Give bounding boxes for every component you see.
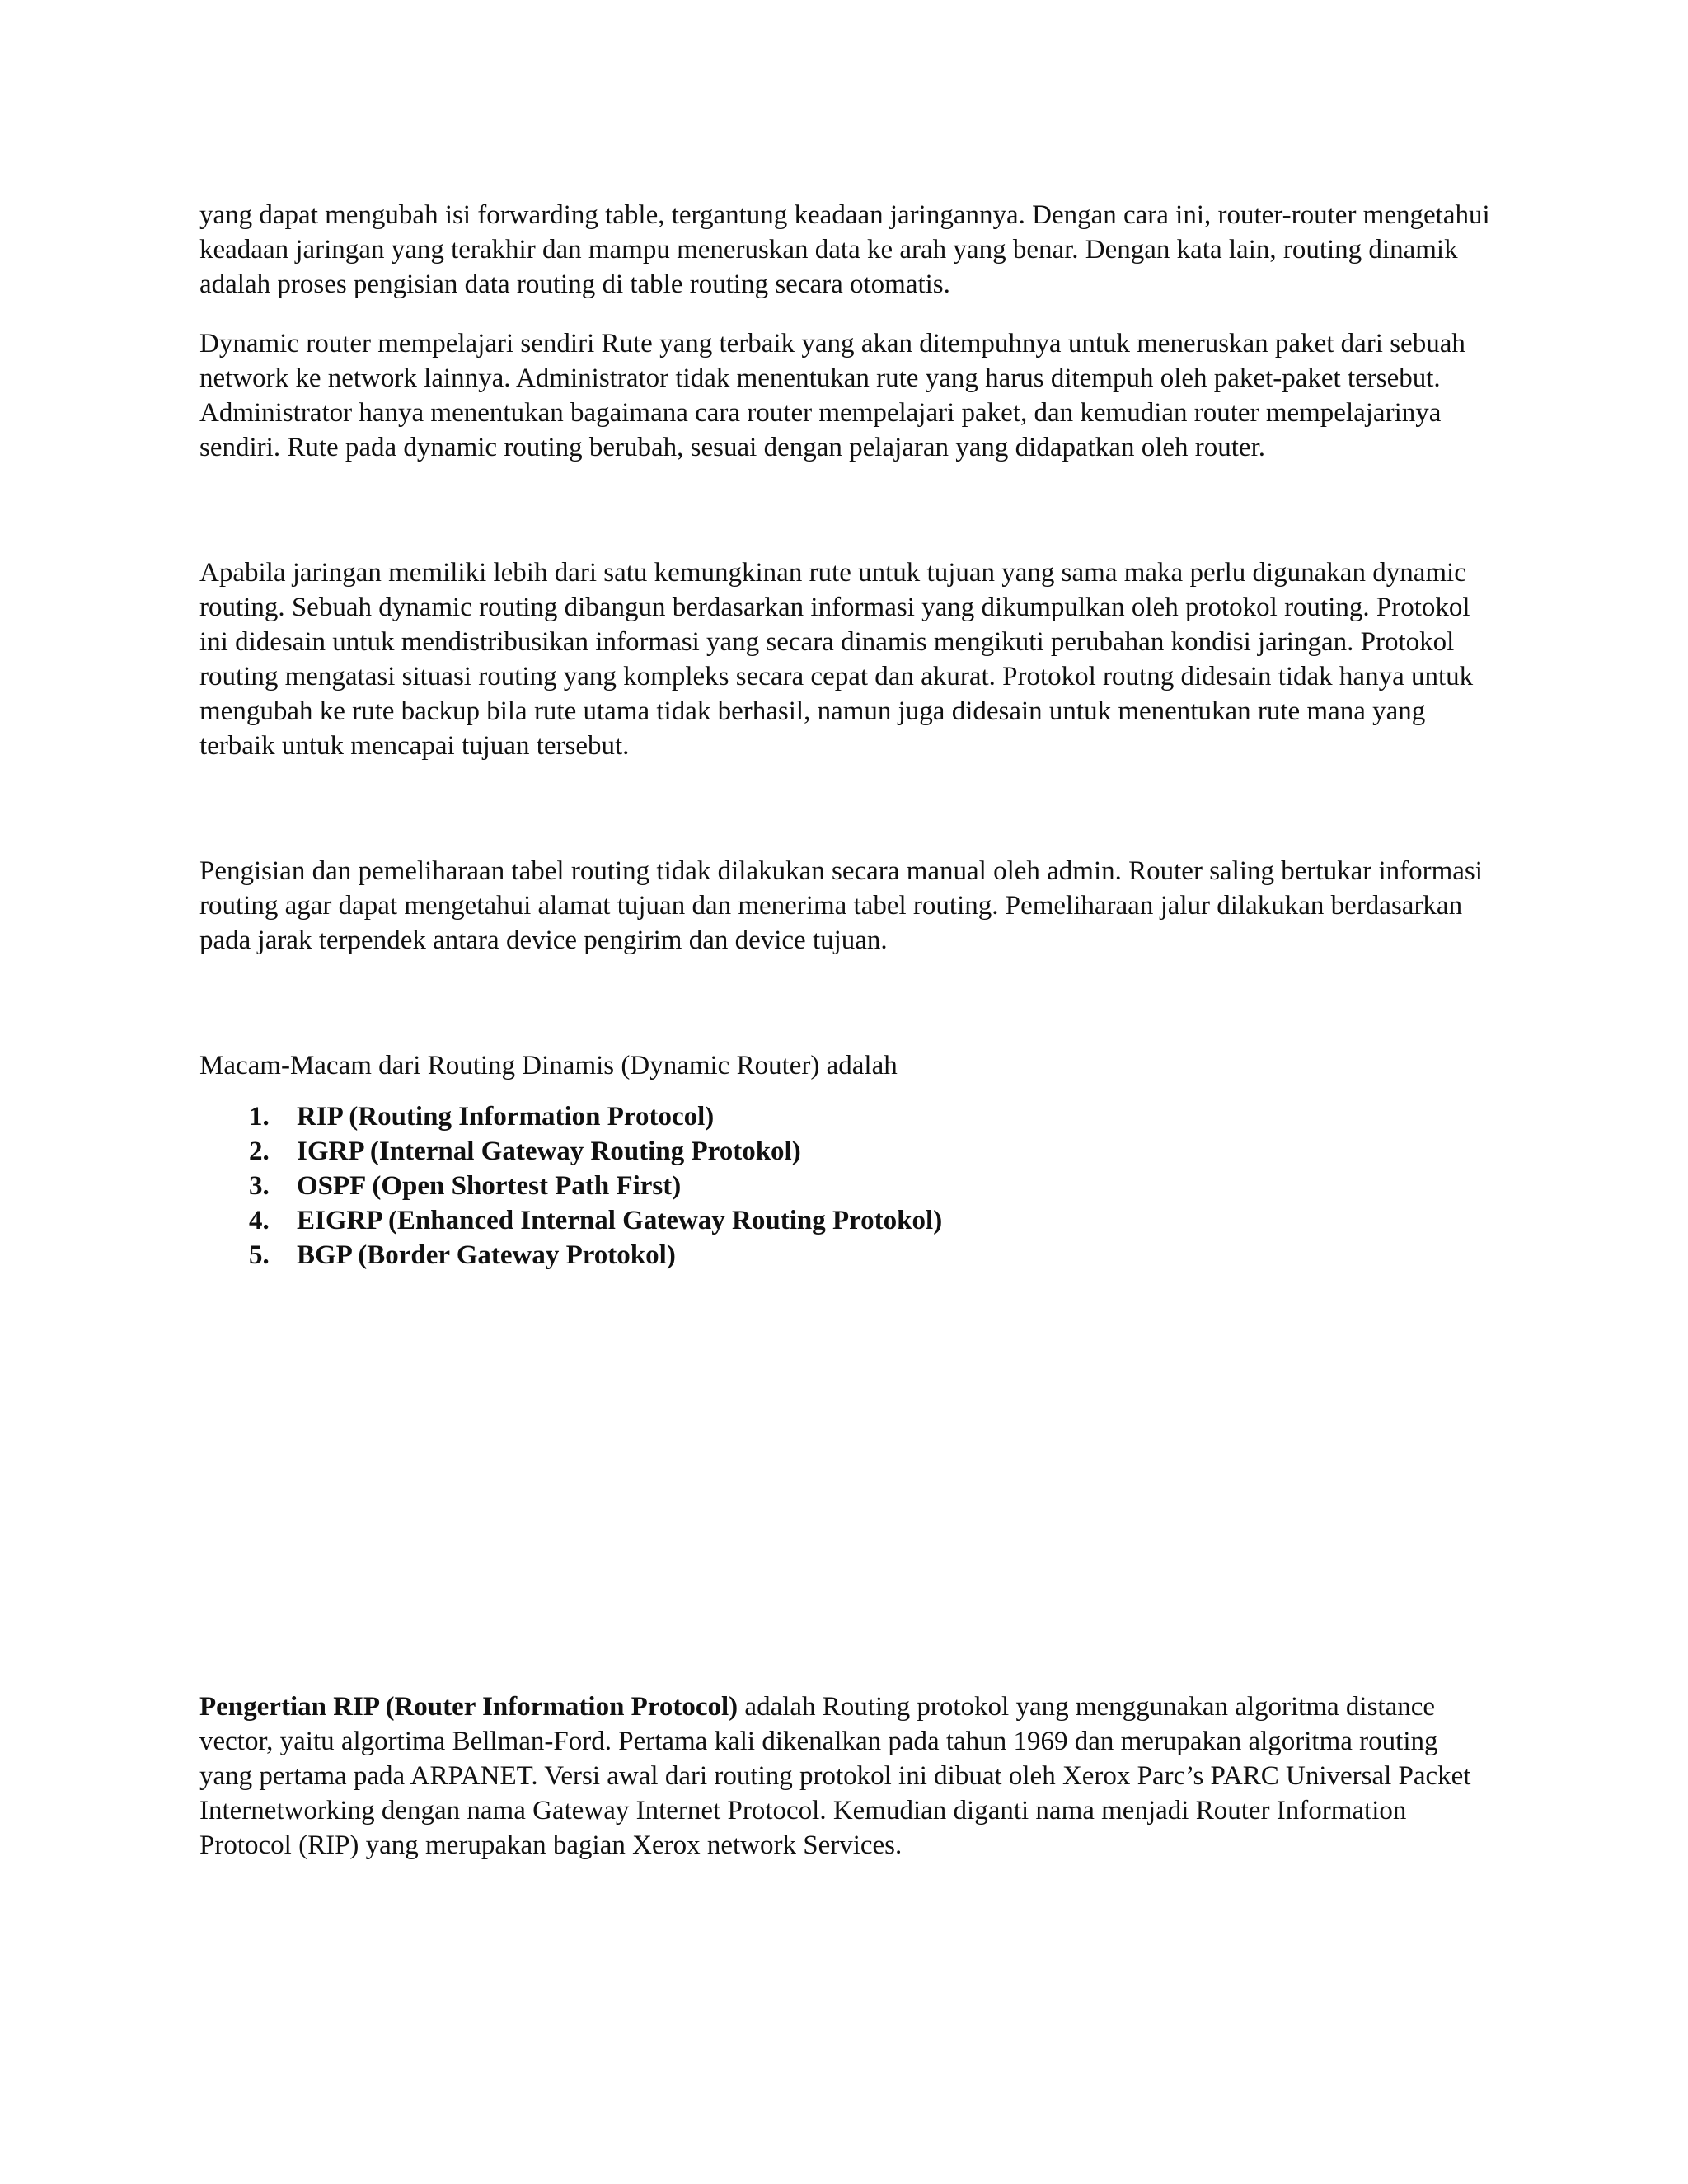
list-item-number: 3. — [249, 1171, 270, 1201]
paragraph-dynamic-router: Dynamic router mempelajari sendiri Rute yang terbaik yang akan ditempuhnya untuk meneruskan paket dari sebuah network ke network lainnya. Administrator tidak menentukan rute yang harus ditempuh oleh paket-paket tersebut. Administrator hanya menentukan bagaimana cara router mempelajari paket, dan kemudian router mempelajarinya sendiri. Rute pada dynamic routing berubah, sesuai dengan pelajaran yang didapatkan oleh router. — [199, 329, 1465, 462]
list-item-label: IGRP (Internal Gateway Routing Protokol) — [297, 1137, 801, 1166]
list-item — [249, 1238, 1493, 1272]
list-item-label: OSPF (Open Shortest Path First) — [297, 1171, 682, 1201]
list-item-number: 5. — [249, 1240, 270, 1270]
list-item — [249, 1169, 1493, 1203]
rip-term: Pengertian RIP (Router Information Protocol) — [199, 1692, 738, 1722]
protocol-list — [199, 1099, 1493, 1272]
list-item — [249, 1203, 1493, 1238]
list-item-number: 2. — [249, 1137, 270, 1166]
paragraph-protokol-routing: Apabila jaringan memiliki lebih dari satu kemungkinan rute untuk tujuan yang sama maka perlu digunakan dynamic routing. Sebuah dynamic routing dibangun berdasarkan informasi yang dikumpulkan oleh protokol routing. Protokol ini didesain untuk mendistribusikan informasi yang secara dinamis mengikuti perubahan kondisi jaringan. Protokol routing mengatasi situasi routing yang kompleks secara cepat dan akurat. Protokol routng didesain tidak hanya untuk mengubah ke rute backup bila rute utama tidak berhasil, namun juga didesain untuk menentukan rute mana yang terbaik untuk mencapai tujuan tersebut. — [199, 558, 1474, 761]
list-item-label: EIGRP (Enhanced Internal Gateway Routing Protokol) — [297, 1206, 943, 1235]
document-body — [199, 198, 1493, 1860]
list-item-number: 4. — [249, 1206, 270, 1235]
list-item-number: 1. — [249, 1102, 270, 1132]
paragraph-routing-dinamik: yang dapat mengubah isi forwarding table, tergantung keadaan jaringannya. Dengan cara ini, router-router mengetahui keadaan jaringan yang terakhir dan mampu meneruskan data ke arah yang benar. Dengan kata lain, routing dinamik adalah proses pengisian data routing di table routing secara otomatis. — [199, 200, 1490, 299]
list-item — [249, 1134, 1493, 1169]
list-item-label: BGP (Border Gateway Protokol) — [297, 1240, 676, 1270]
list-intro: Macam-Macam dari Routing Dinamis (Dynamic Router) adalah — [199, 1051, 898, 1080]
rip-definition: adalah Routing protokol yang menggunakan algoritma distance vector, yaitu algortima Bellman-Ford. Pertama kali dikenalkan pada tahun 1969 dan merupakan algoritma routing yang pertama pada ARPANET. Versi awal dari routing protokol ini dibuat oleh Xerox Parc’s PARC Universal Packet Internetworking dengan nama Gateway Internet Protocol. Kemudian diganti nama menjadi Router Information Protocol (RIP) yang merupakan bagian Xerox network Services. — [199, 1692, 1471, 1860]
list-item-label: RIP (Routing Information Protocol) — [297, 1102, 715, 1132]
paragraph-tabel-routing: Pengisian dan pemeliharaan tabel routing tidak dilakukan secara manual oleh admin. Router saling bertukar informasi routing agar dapat mengetahui alamat tujuan dan menerima tabel routing. Pemeliharaan jalur dilakukan berdasarkan pada jarak terpendek antara device pengirim dan device tujuan. — [199, 856, 1483, 955]
list-item — [249, 1099, 1493, 1134]
paragraph-pengertian-rip — [199, 1690, 1493, 1863]
